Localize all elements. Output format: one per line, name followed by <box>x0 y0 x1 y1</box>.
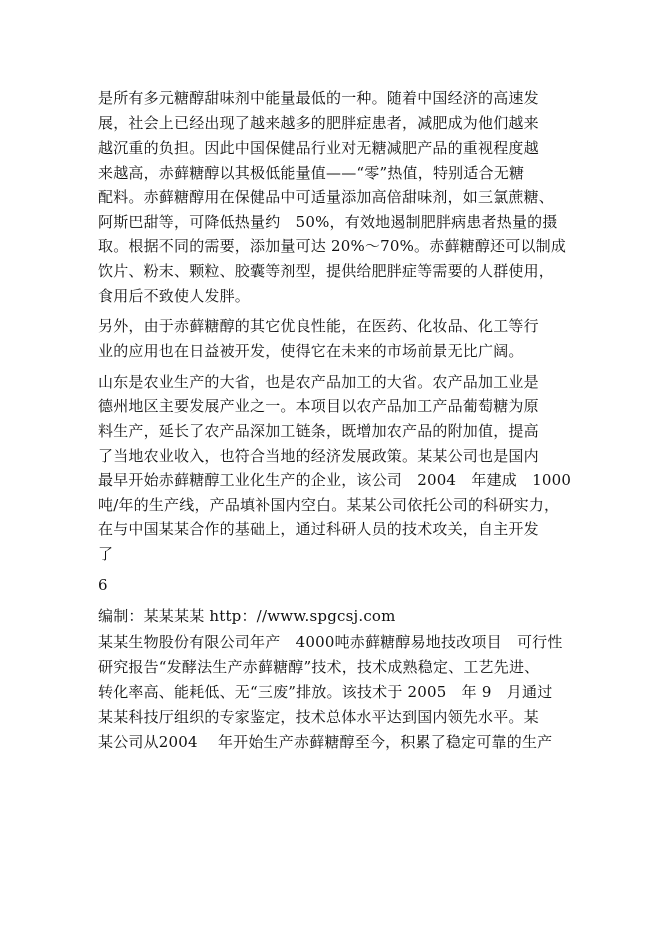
paragraph-line: 某公司从2004 年开始生产赤藓糖醇至今，积累了稳定可靠的生产 <box>98 733 553 751</box>
paragraph-line: 来越高，赤藓糖醇以其极低能量值——“零”热值，特别适合无糖 <box>98 164 525 182</box>
paragraph-line: 食用后不致使人发胖。 <box>98 287 251 305</box>
paragraph-line: 最早开始赤藓糖醇工业化生产的企业，该公司 2004 年建成 1000 <box>98 471 572 489</box>
paragraph-line: 转化率高、能耗低、无“三废”排放。该技术于 2005 年 9 月通过 <box>98 683 553 701</box>
paragraph-line: 山东是农业生产的大省，也是农产品加工的大省。农产品加工业是 <box>98 373 539 391</box>
paragraph-line: 某某科技厅组织的专家鉴定，技术总体水平达到国内领先水平。某 <box>98 708 539 726</box>
paragraph-line: 研究报告“发酵法生产赤藓糖醇”技术，技术成熟稳定、工艺先进、 <box>98 658 540 676</box>
paragraph-line: 了 <box>98 545 114 563</box>
paragraph-line: 料生产，延长了农产品深加工链条，既增加农产品的附加值，提高 <box>98 422 539 440</box>
paragraph-line: 展，社会上已经出现了越来越多的肥胖症患者，减肥成为他们越来 <box>98 114 539 132</box>
paragraph-line: 德州地区主要发展产业之一。本项目以农产品加工产品葡萄糖为原 <box>98 397 539 415</box>
header-line: 编制：某某某某 http：//www.spgcsj.com <box>98 607 396 625</box>
paragraph-line: 业的应用也在日益被开发，使得它在未来的市场前景无比广阔。 <box>98 342 524 360</box>
paragraph-line: 另外，由于赤藓糖醇的其它优良性能，在医药、化妆品、化工等行 <box>98 317 539 335</box>
paragraph-line: 阿斯巴甜等，可降低热量约 50%，有效地遏制肥胖病患者热量的摄 <box>98 213 558 231</box>
paragraph-line: 配料。赤藓糖醇用在保健品中可适量添加高倍甜味剂，如三氯蔗糖、 <box>98 188 555 206</box>
paragraph-line: 了当地农业收入，也符合当地的经济发展政策。某某公司也是国内 <box>98 447 539 465</box>
paragraph-line: 是所有多元糖醇甜味剂中能量最低的一种。随着中国经济的高速发 <box>98 89 539 107</box>
paragraph-line: 在与中国某某合作的基础上，通过科研人员的技术攻关，自主开发 <box>98 520 539 538</box>
paragraph-line: 越沉重的负担。因此中国保健品行业对无糖减肥产品的重视程度越 <box>98 139 539 157</box>
paragraph-line: 饮片、粉末、颗粒、胶囊等剂型，提供给肥胖症等需要的人群使用， <box>98 262 555 280</box>
paragraph-line: 取。根据不同的需要，添加量可达 20%～70%。赤藓糖醇还可以制成 <box>98 237 567 255</box>
paragraph-line: 某某生物股份有限公司年产 4000吨赤藓糖醇易地技改项目 可行性 <box>98 633 563 651</box>
page-number: 6 <box>98 576 108 594</box>
paragraph-line: 吨/年的生产线，产品填补国内空白。某某公司依托公司的科研实力， <box>98 496 560 514</box>
